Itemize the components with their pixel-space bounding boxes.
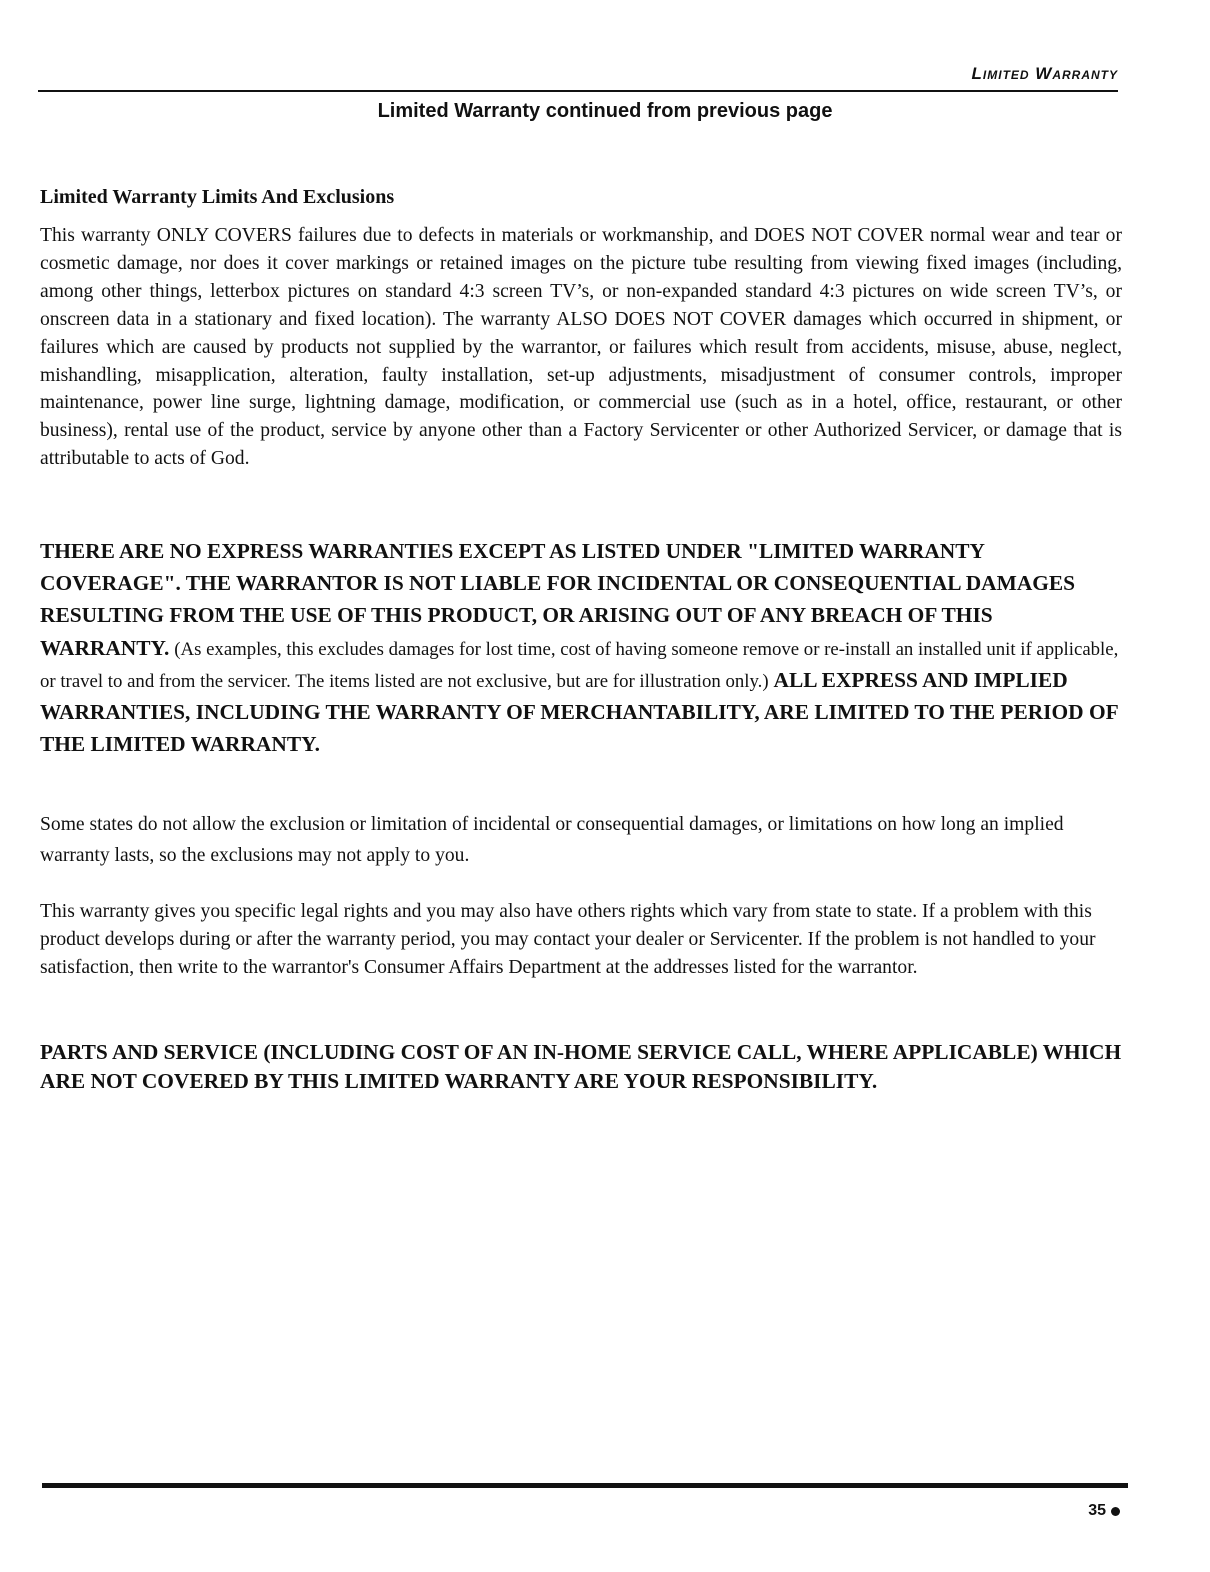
section-heading: Limited Warranty Limits And Exclusions [40, 186, 395, 208]
header-divider [38, 90, 1118, 92]
no-express-warranties-paragraph [40, 536, 1122, 761]
liability-examples-text: (As examples, this excludes damages for lost time, cost of having someone remove or re-install an installed unit if applicable, or travel to and from the servicer. The items listed are not exclusive, but are for illustration only.) [40, 638, 1119, 692]
footer-divider [42, 1483, 1128, 1488]
state-limitations-paragraph: Some states do not allow the exclusion or limitation of incidental or consequential damages, or limitations on how long an implied warranty lasts, so the exclusions may not apply to you. [40, 814, 1064, 866]
exclusions-paragraph: This warranty ONLY COVERS failures due to defects in materials or workmanship, and DOES NOT COVER normal wear and tear or cosmetic damage, nor does it cover markings or retained images on the picture tube resulting from viewing fixed images (including, among other things, letterbox pictures on standard 4:3 screen TV’s, or non-expanded standard 4:3 pictures on wide screen TV’s, or onscreen data in a stationary and fixed location). The warranty ALSO DOES NOT COVER damages which occurred in shipment, or failures which are caused by products not supplied by the warrantor, or failures which result from accidents, misuse, abuse, neglect, mishandling, misapplication, alteration, faulty installation, set-up adjustments, misadjustment of consumer controls, improper maintenance, power line surge, lightning damage, modification, or commercial use (such as in a hotel, office, restaurant, or other business), rental use of the product, service by anyone other than a Factory Servicenter or other Authorized Servicer, or damage that is attributable to acts of God. [40, 225, 1122, 470]
implied-warranties-bold: ALL EXPRESS AND IMPLIED WARRANTIES, INCLUDING THE WARRANTY OF MERCHANTABILITY, ARE LIMITED TO THE PERIOD OF THE LIMITED WARRANTY. [40, 667, 1118, 757]
legal-rights-paragraph: This warranty gives you specific legal rights and you may also have others rights which vary from state to state. If a problem with this product develops during or after the warranty period, you may contact your dealer or Servicenter. If the problem is not handled to your satisfaction, then write to the warrantor's Consumer Affairs Department at the addresses listed for the warrantor. [40, 901, 1096, 979]
page-number: 35 [1088, 1502, 1106, 1519]
continued-notice: Limited Warranty continued from previous page [377, 100, 833, 122]
page-bullet-icon [1111, 1507, 1120, 1516]
liability-disclaimer-bold: THERE ARE NO EXPRESS WARRANTIES EXCEPT AS LISTED UNDER "LIMITED WARRANTY COVERAGE". THE WARRANTOR IS NOT LIABLE FOR INCIDENTAL OR CONSEQUENTIAL DAMAGES RESULTING FROM THE USE OF THIS PRODUCT, OR ARISING OUT OF ANY BREACH OF THIS WARRANTY. [40, 539, 1076, 660]
responsibility-paragraph: PARTS AND SERVICE (INCLUDING COST OF AN IN-HOME SERVICE CALL, WHERE APPLICABLE) WHICH ARE NOT COVERED BY THIS LIMITED WARRANTY ARE YOUR RESPONSIBILITY. [40, 1040, 1122, 1093]
running-header-title: Limited Warranty [971, 64, 1118, 83]
